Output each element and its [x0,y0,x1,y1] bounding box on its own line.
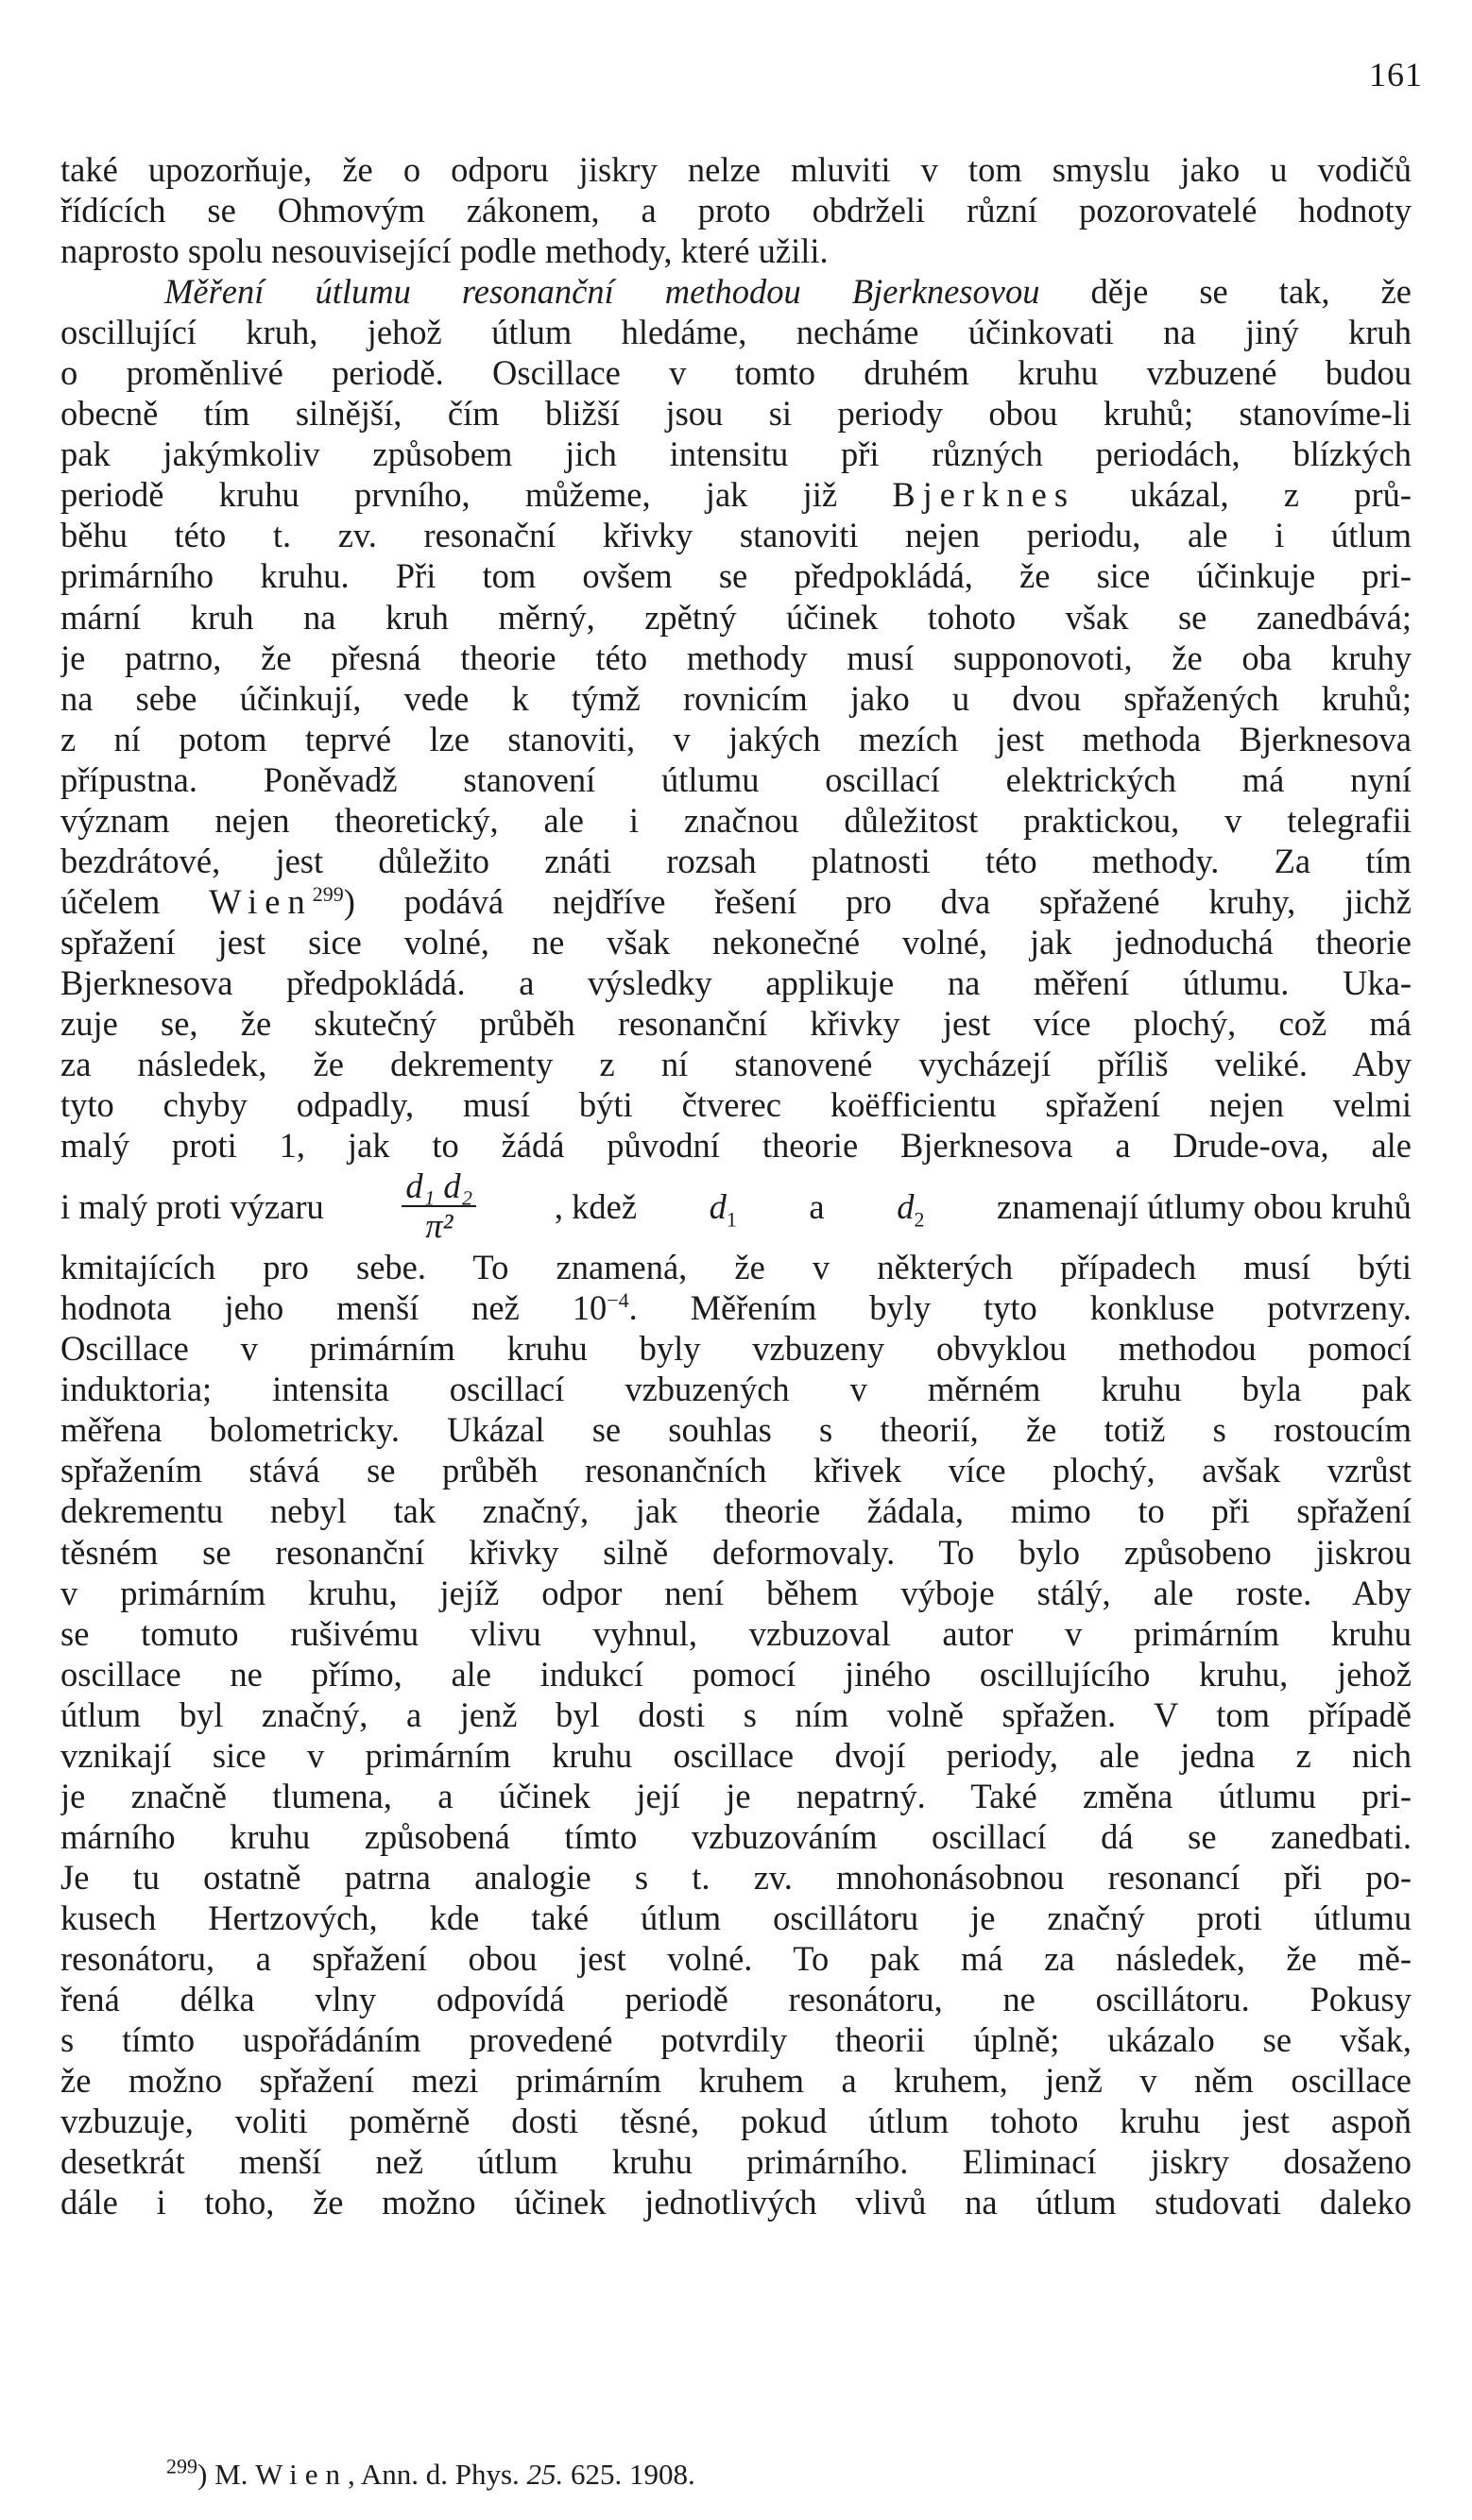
text-line: přípustna. Poněvadž stanovení útlumu oscillací elektrických má nyní [60,759,1412,799]
text-line: s tímto uspořádáním provedené potvrdily theorii úplně; ukázalo se však, [60,2020,1412,2060]
text-line: márního kruhu způsobená tímto vzbuzováním oscillací dá se zanedbati. [60,1816,1412,1856]
text-segment: 299 [312,881,344,906]
fraction-numerator: d₁ d₂ [402,1167,476,1207]
text-segment: ukázal, z prů- [1075,475,1412,515]
text-line: dekrementu nebyl tak značný, jak theorie žádala, mimo to při spřažení [60,1491,1412,1531]
text-segment: ) podává nejdříve řešení pro dva spřažené kruhy, jichž [343,881,1412,921]
text-line: se tomuto rušivému vlivu vyhnul, vzbuzoval autor v primárním kruhu [60,1613,1412,1653]
body-text [60,149,1412,2222]
text-line: naprosto spolu nesouvisející podle methody, které užili. [60,231,829,271]
conjunction: a [809,1186,825,1226]
text-line: oscillující kruh, jehož útlum hledáme, necháme účinkovati na jiný kruh [60,313,1412,352]
footnote-page: 625. [571,2458,623,2491]
fraction-line-before: i malý proti výzaru [60,1186,324,1226]
footnote-mark: 299 [166,2454,197,2478]
text-line [60,881,1412,922]
text-line: vzbuzuje, voliti poměrně dosti těsné, pokud útlum tohoto kruhu jest aspoň [60,2102,1412,2141]
text-segment: Měření útlumu resonanční methodou Bjerknesovou [164,272,1040,312]
text-line: o proměnlivé periodě. Oscillace v tomto druhém kruhu vzbuzené budou [60,353,1412,393]
text-segment: Wien [209,881,313,921]
paragraph-block-2 [60,1247,1412,2222]
text-line: řídících se Ohmovým zákonem, a proto obdrželi různí pozorovatelé hodnoty [60,191,1412,230]
text-line [60,1247,1412,1287]
text-segment: kmitajících pro sebe. To znamená, že v některých případech musí býti [60,1248,1412,1287]
text-line: dále i toho, že možno účinek jednotlivých vlivů na útlum studovati daleko [60,2183,1412,2222]
text-line: zuje se, že skutečný průběh resonanční křivky jest více plochý, což má [60,1003,1412,1043]
text-line: desetkrát menší než útlum kruhu primárního. Eliminací jiskry dosaženo [60,2142,1412,2182]
text-line: oscillace ne přímo, ale indukcí pomocí jiného oscillujícího kruhu, jehož [60,1654,1412,1694]
text-line: Oscillace v primárním kruhu byly vzbuzeny obvyklou methodou pomocí [60,1329,1412,1369]
text-line: induktoria; intensita oscillací vzbuzených v měrném kruhu byla pak [60,1370,1412,1409]
text-segment: periodě kruhu prvního, můžeme, jak již [60,475,893,515]
fraction [402,1167,476,1245]
text-segment: −4 [607,1288,629,1313]
page-number: 161 [1369,56,1423,94]
fraction-line [60,1166,1412,1247]
paragraph-block-1 [60,149,1412,1166]
text-line: také upozorňuje, že o odporu jiskry nelze mluviti v tom smyslu jako u vodičů [60,150,1412,189]
text-segment: děje se tak, že [1039,272,1412,312]
text-segment: hodnota jeho menší než 10 [60,1288,608,1328]
text-line: řená délka vlny odpovídá periodě resonátoru, ne oscillátoru. Pokusy [60,1980,1412,2019]
text-line: v primárním kruhu, jejíž odpor není během výboje stálý, ale roste. Aby [60,1573,1412,1612]
text-line: je patrno, že přesná theorie této methody musí supponovoti, že oba kruhy [60,638,1412,677]
text-line: resonátoru, a spřažení obou jest volné. To pak má za následek, že mě- [60,1938,1412,1978]
text-line: měřena bolometricky. Ukázal se souhlas s theorií, že totiž s rostoucím [60,1410,1412,1450]
text-line: význam nejen theoretický, ale i značnou důležitost praktickou, v telegrafii [60,800,1412,840]
text-line: za následek, že dekrementy z ní stanovené vycházejí příliš veliké. Aby [60,1045,1412,1084]
text-line: pak jakýmkoliv způsobem jich intensitu při různých periodách, blízkých [60,434,1412,474]
text-line [60,271,1412,312]
text-line: primárního kruhu. Při tom ovšem se předpokládá, že sice účinkuje pri- [60,556,1412,596]
fraction-denominator: π² [425,1206,454,1246]
footnote-year: 1908. [629,2458,695,2491]
text-line: útlum byl značný, a jenž byl dosti s ním volně spřažen. V tom případě [60,1694,1412,1734]
text-line: na sebe účinkují, vede k týmž rovnicím jako u dvou spřažených kruhů; [60,678,1412,718]
footnote: $^{299}$) M. Wien, Ann. d. Phys. 25. 625. 1908. [166,2454,695,2491]
symbol-d1: $d_1$ [709,1186,737,1231]
text-line [60,474,1412,515]
footnote-citation: , Ann. d. Phys. [348,2458,520,2491]
text-line [60,1287,1412,1328]
text-segment: Bjerknes [892,475,1076,515]
text-line: malý proti 1, jak to žádá původní theorie Bjerknesova a Drude-ova, ale [60,1126,1412,1166]
footnote-author: Wien [255,2458,349,2491]
text-segment: účelem [60,881,210,921]
text-line: je značně tlumena, a účinek její je nepatrný. Také změna útlumu pri- [60,1776,1412,1815]
text-line: že možno spřažení mezi primárním kruhem a kruhem, jenž v něm oscillace [60,2061,1412,2101]
fraction-line-tail: znamenají útlumy obou kruhů [997,1186,1412,1226]
symbol-d2: $d_2$ [897,1186,925,1231]
text-line: spřažením stává se průběh resonančních křivek více plochý, avšak vzrůst [60,1451,1412,1490]
footnote-author-initial: M. [214,2458,248,2491]
text-line: mární kruh na kruh měrný, zpětný účinek tohoto však se zanedbává; [60,597,1412,637]
text-line: běhu této t. zv. resonační křivky stanoviti nejen periodu, ale i útlum [60,516,1412,555]
footnote-volume: 25. [526,2458,564,2491]
text-line: spřažení jest sice volné, ne však nekonečné volné, jak jednoduchá theorie [60,922,1412,962]
text-line: Je tu ostatně patrna analogie s t. zv. mnohonásobnou resonancí při po- [60,1857,1412,1897]
text-line: Bjerknesova předpokládá. a výsledky applikuje na měření útlumu. Uka- [60,962,1412,1002]
text-line: tyto chyby odpadly, musí býti čtverec koëfficientu spřažení nejen velmi [60,1085,1412,1125]
text-line: kusech Hertzových, kde také útlum oscillátoru je značný proti útlumu [60,1898,1412,1937]
text-line: bezdrátové, jest důležito znáti rozsah platnosti této methody. Za tím [60,841,1412,880]
text-line: z ní potom teprvé lze stanoviti, v jakých mezích jest methoda Bjerknesova [60,719,1412,758]
fraction-line-after: , kdež [554,1186,638,1226]
text-segment: . Měřením byly tyto konkluse potvrzeny. [628,1288,1412,1328]
text-line: vznikají sice v primárním kruhu oscillace dvojí periody, ale jedna z nich [60,1735,1412,1775]
text-line: těsném se resonanční křivky silně deformovaly. To bylo způsobeno jiskrou [60,1532,1412,1572]
text-line: obecně tím silnější, čím bližší jsou si periody obou kruhů; stanovíme-li [60,394,1412,434]
